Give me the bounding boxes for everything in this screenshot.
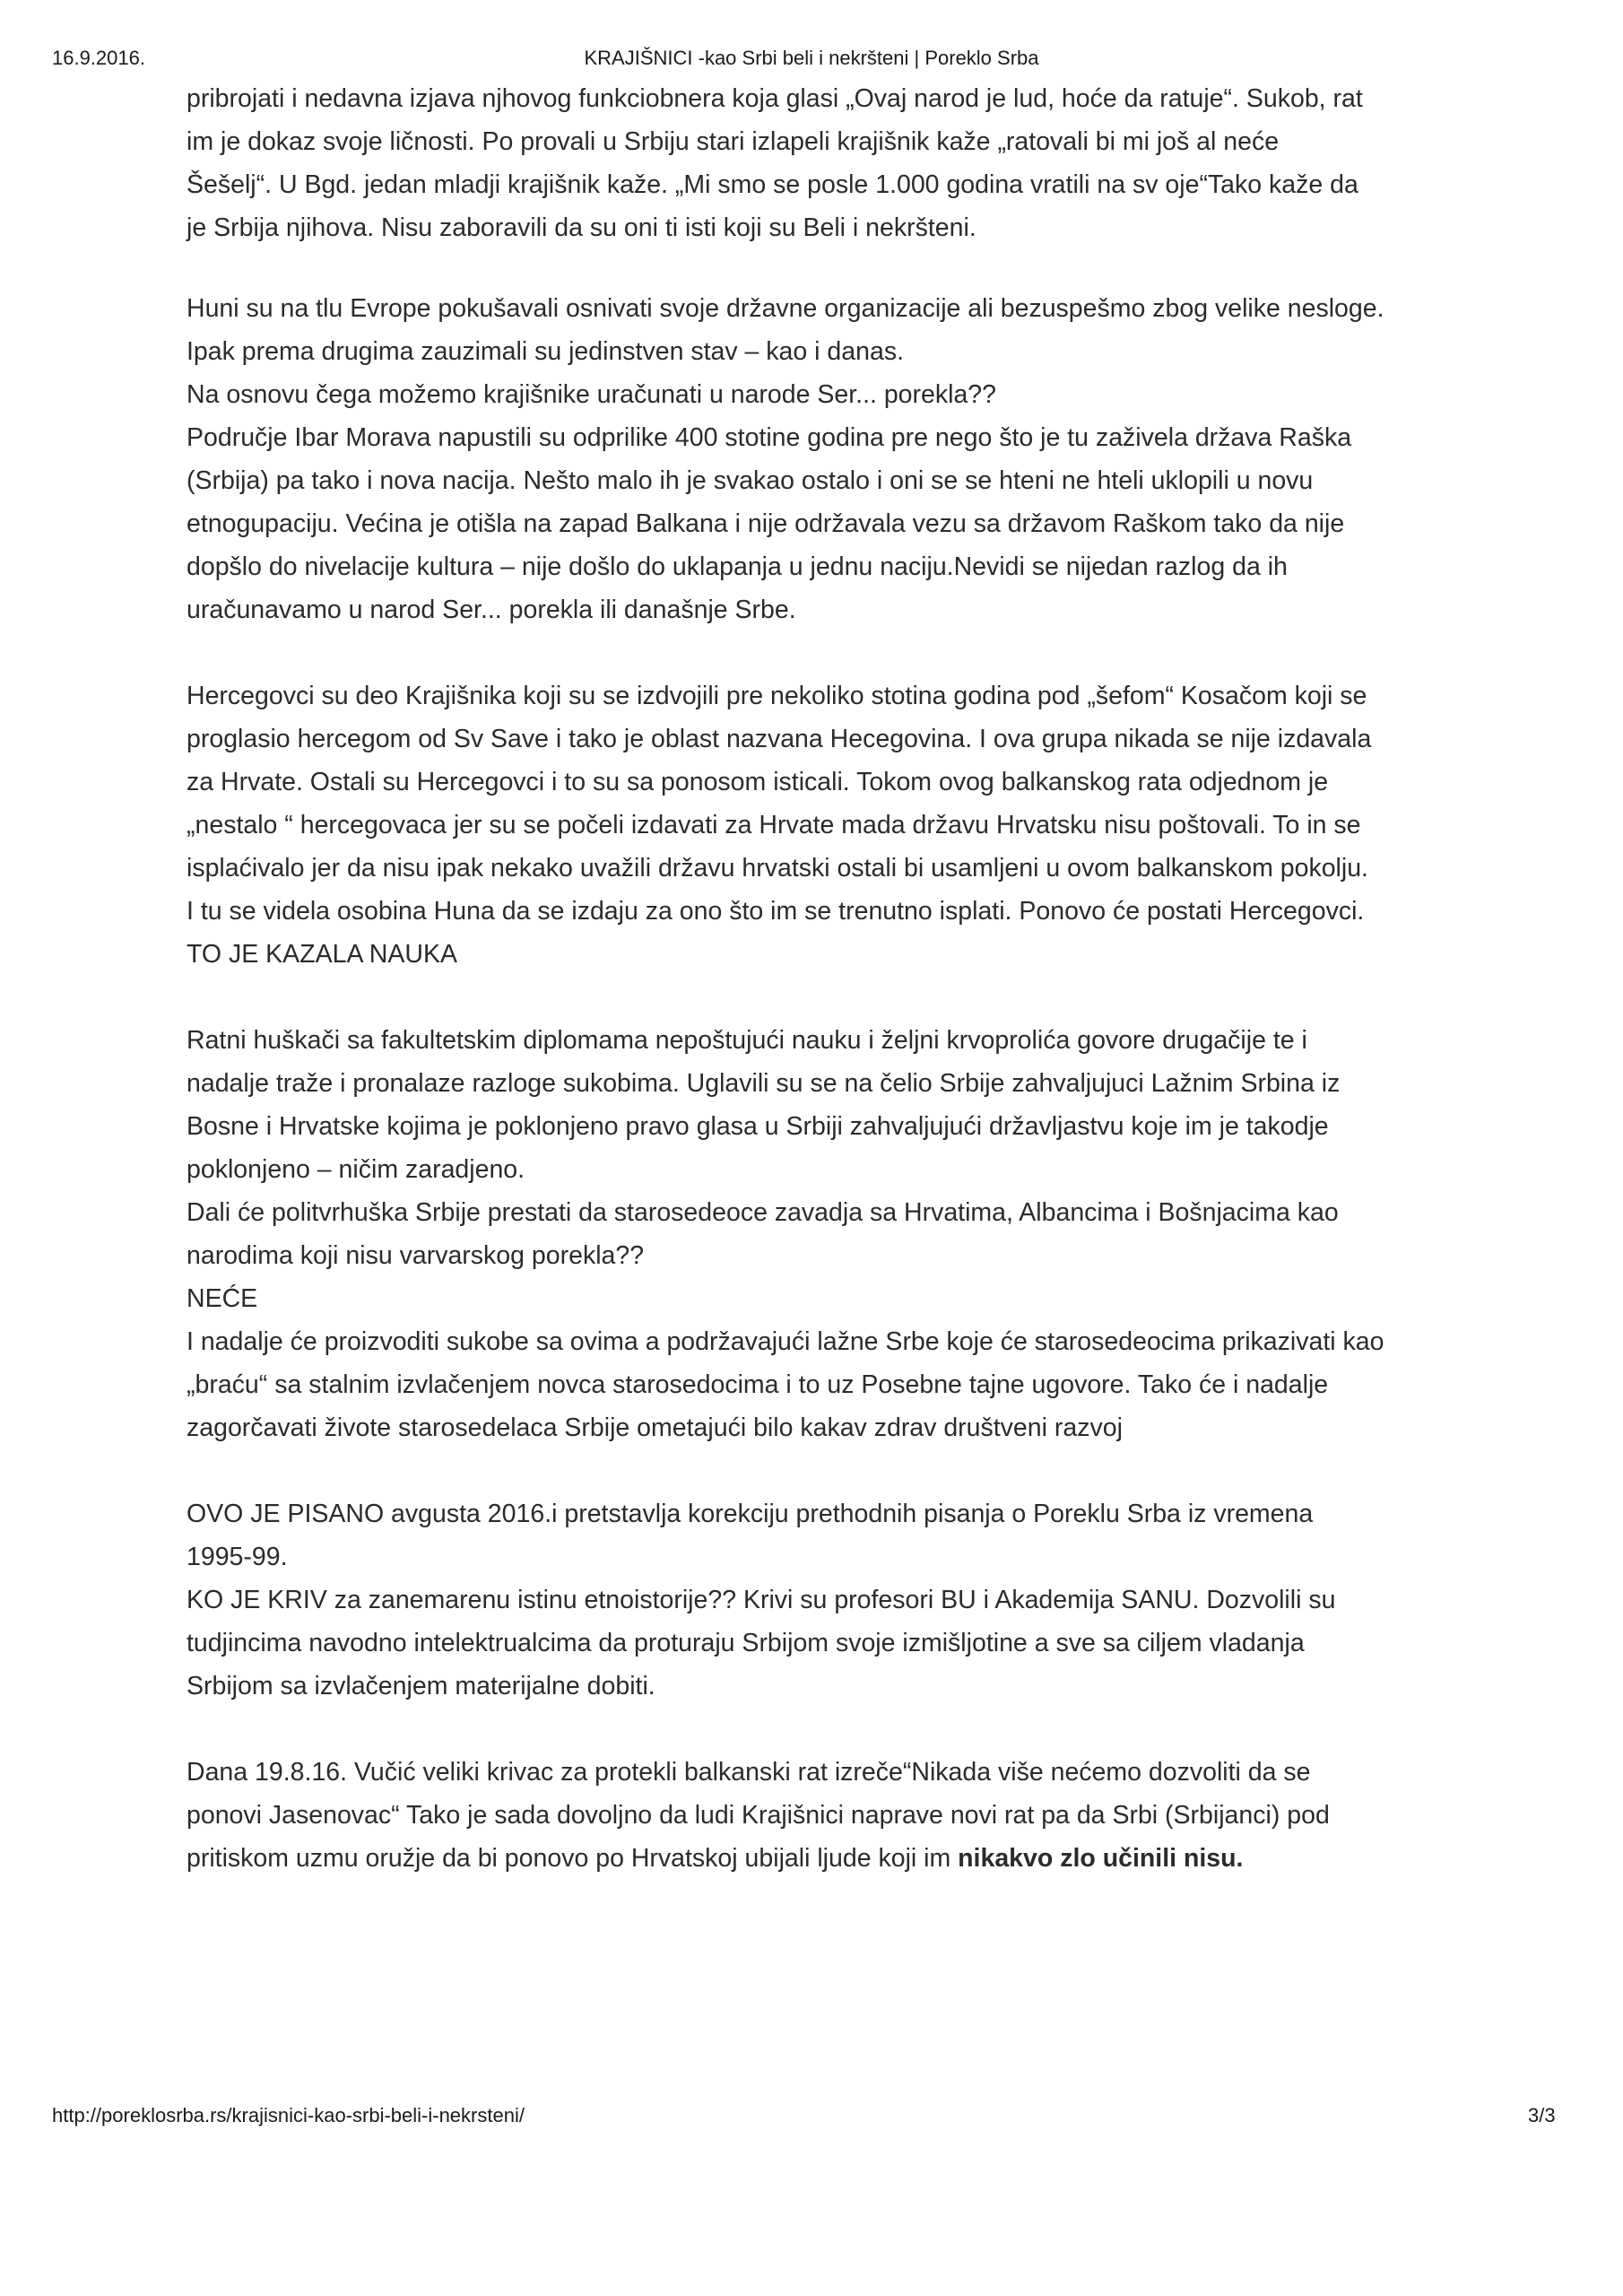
text-line: uračunavamo u narod Ser... porekla ili današnje Srbe. <box>187 596 796 624</box>
text-line: proglasio hercegom od Sv Save i tako je oblast nazvana Hecegovina. I ova grupa nikada se nije izdavala <box>187 725 1372 753</box>
text-line: Hercegovci su deo Krajišnika koji su se izdvojili pre nekoliko stotina godina pod „šefom“ Kosačom koji se <box>187 682 1367 710</box>
paragraph-2 <box>187 287 1460 631</box>
text-line: ponovi Jasenovac“ Tako je sada dovoljno da ludi Krajišnici naprave novi rat pa da Srbi (Srbijanci) pod <box>187 1801 1330 1830</box>
text-line <box>187 1837 1460 1880</box>
text-line: NEĆE <box>187 1284 258 1313</box>
text-line: je Srbija njihova. Nisu zaboravili da su oni ti isti koji su Beli i nekršteni. <box>187 213 976 242</box>
text-plain: pritiskom uzmu oružje da bi ponovo po Hrvatskoj ubijali ljude koji im <box>187 1844 959 1873</box>
text-line: za Hrvate. Ostali su Hercegovci i to su sa ponosom isticali. Tokom ovog balkanskog rata odjednom je <box>187 768 1329 796</box>
text-line: isplaćivalo jer da nisu ipak nekako uvažili državu hrvatski ostali bi usamljeni u ovom balkanskom pokolju. <box>187 854 1368 883</box>
text-line: etnogupaciju. Većina je otišla na zapad Balkana i nije održavala vezu sa državom Raškom tako da nije <box>187 509 1345 538</box>
text-line: Ipak prema drugima zauzimali su jedinstven stav – kao i danas. <box>187 337 904 366</box>
text-line: I tu se videla osobina Huna da se izdaju za ono što im se trenutno isplati. Ponovo će postati Hercegovci. <box>187 897 1365 926</box>
text-line: im je dokaz svoje ličnosti. Po provali u Srbiju stari izlapeli krajišnik kaže „ratovali bi mi još al neće <box>187 127 1280 156</box>
text-line: I nadalje će proizvoditi sukobe sa ovima a podržavajući lažne Srbe koje će starosedeocima prikazivati kao <box>187 1327 1384 1356</box>
page-title: KRAJIŠNICI -kao Srbi beli i nekršteni | Poreklo Srba <box>584 47 1039 69</box>
paragraph-5 <box>187 1492 1460 1708</box>
print-date: 16.9.2016. <box>52 47 145 69</box>
paragraph-1 <box>187 77 1460 249</box>
text-line: narodima koji nisu varvarskog porekla?? <box>187 1241 645 1270</box>
text-line: Područje Ibar Morava napustili su odprilike 400 stotine godina pre nego što je tu zaživela država Raška <box>187 423 1352 452</box>
paragraph-4 <box>187 1019 1460 1449</box>
text-line: Dali će politvrhuška Srbije prestati da starosedeoce zavadja sa Hrvatima, Albancima i Bošnjacima kao <box>187 1198 1339 1227</box>
text-line: Na osnovu čega možemo krajišnike uračunati u narode Ser... porekla?? <box>187 380 997 409</box>
text-line: TO JE KAZALA NAUKA <box>187 940 457 969</box>
text-line: Bosne i Hrvatske kojima je poklonjeno pravo glasa u Srbiji zahvaljujući državljastvu koje im je takodje <box>187 1112 1329 1141</box>
paragraph-6 <box>187 1751 1460 1880</box>
text-line: Šešelj“. U Bgd. jedan mladji krajišnik kaže. „Mi smo se posle 1.000 godina vratili na sv oje“Tako kaže da <box>187 170 1358 199</box>
source-url: http://poreklosrba.rs/krajisnici-kao-srbi-beli-i-nekrsteni/ <box>52 2104 525 2126</box>
text-line: Srbijom sa izvlačenjem materijalne dobiti. <box>187 1672 655 1700</box>
text-line: „nestalo “ hercegovaca jer su se počeli izdavati za Hrvate mada državu Hrvatsku nisu poštovali. To in se <box>187 811 1361 839</box>
paragraph-3 <box>187 674 1460 976</box>
text-line: pribrojati i nedavna izjava njhovog funkciobnera koja glasi „Ovaj narod je lud, hoće da ratuje“. Sukob, rat <box>187 84 1363 113</box>
text-line: OVO JE PISANO avgusta 2016.i pretstavlja korekciju prethodnih pisanja o Poreklu Srba iz vremena <box>187 1500 1314 1528</box>
article-body <box>187 77 1460 1880</box>
text-line: dopšlo do nivelacije kultura – nije došlo do uklapanja u jednu naciju.Nevidi se nijedan razlog da ih <box>187 552 1288 581</box>
text-line: KO JE KRIV za zanemarenu istinu etnoistorije?? Krivi su profesori BU i Akademija SANU. Dozvolili su <box>187 1586 1336 1614</box>
text-line: „braću“ sa stalnim izvlačenjem novca starosedocima i to uz Posebne tajne ugovore. Tako će i nadalje <box>187 1370 1329 1399</box>
text-bold: nikakvo zlo učinili nisu. <box>958 1844 1244 1873</box>
text-line: Huni su na tlu Evrope pokušavali osnivati svoje državne organizacije ali bezuspešmo zbog velike nesloge. <box>187 294 1384 323</box>
text-line: tudjincima navodno intelektrualcima da proturaju Srbijom svoje izmišljotine a sve sa ciljem vladanja <box>187 1629 1305 1657</box>
text-line: Dana 19.8.16. Vučić veliki krivac za protekli balkanski rat izreče“Nikada više nećemo dozvoliti da se <box>187 1758 1311 1787</box>
page-number: 3/3 <box>1528 2104 1556 2126</box>
text-line: Ratni huškači sa fakultetskim diplomama nepoštujući nauku i željni krvoprolića govore drugačije te i <box>187 1026 1307 1055</box>
text-line: nadalje traže i pronalaze razloge sukobima. Uglavili su se na čelio Srbije zahvaljujuci Lažnim Srbina iz <box>187 1069 1341 1098</box>
text-line: 1995-99. <box>187 1543 288 1571</box>
text-line: (Srbija) pa tako i nova nacija. Nešto malo ih je svakao ostalo i oni se se hteni ne hteli uklopili u novu <box>187 466 1314 495</box>
text-line: poklonjeno – ničim zaradjeno. <box>187 1155 525 1184</box>
text-line: zagorčavati živote starosedelaca Srbije ometajući bilo kakav zdrav društveni razvoj <box>187 1413 1123 1442</box>
